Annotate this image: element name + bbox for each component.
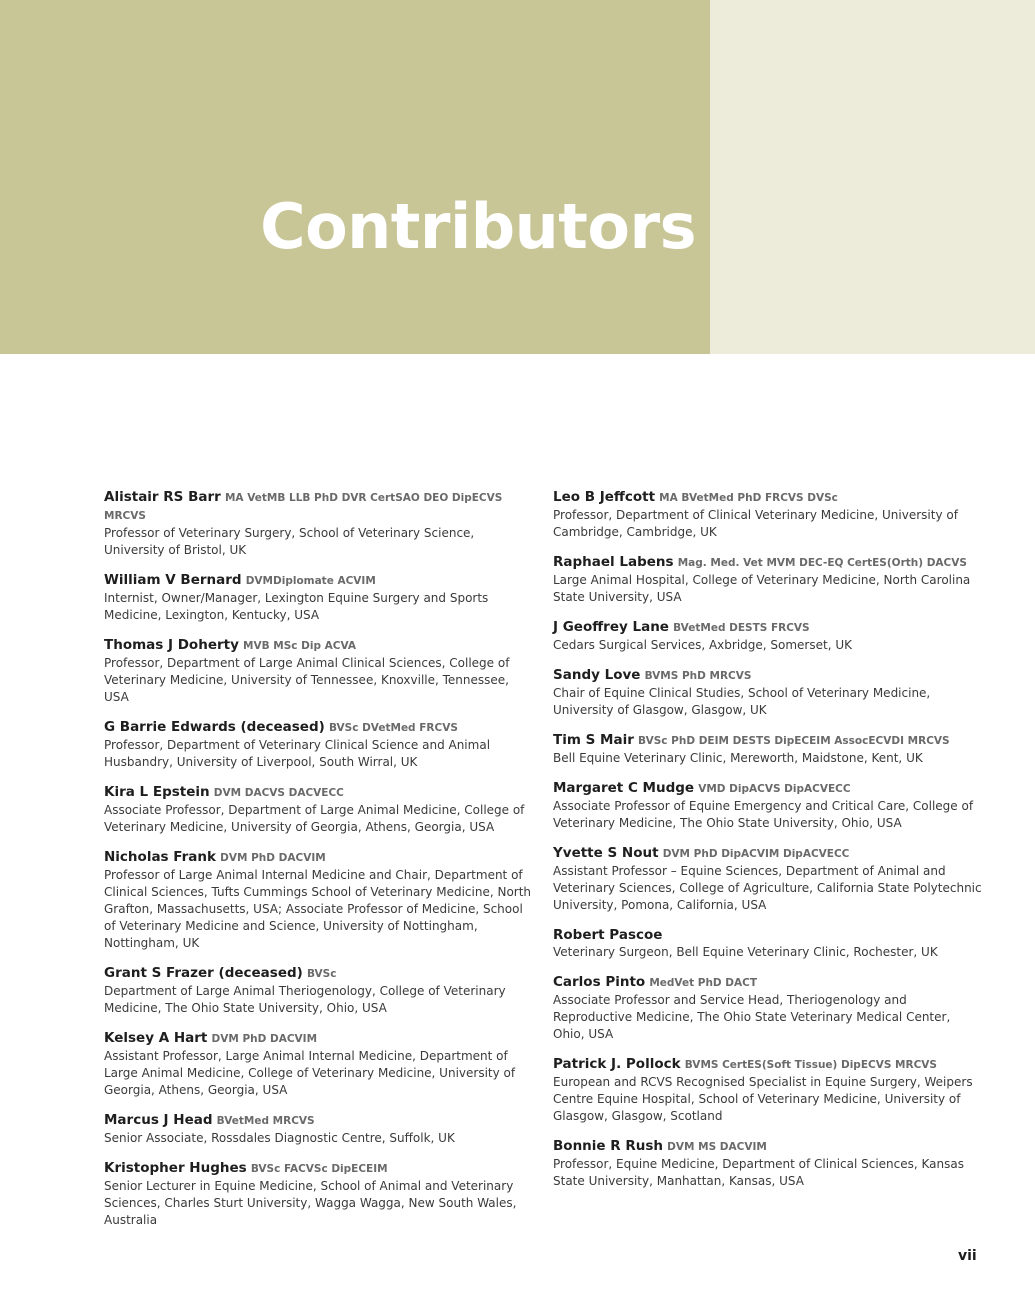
contributor-name-line [553, 667, 983, 685]
contributor-affiliation: Chair of Equine Clinical Studies, School of Veterinary Medicine, University of Glasgow, Glasgow, UK [553, 686, 931, 717]
contributor-entry [553, 780, 983, 832]
header-band [0, 0, 710, 354]
contributor-entry [553, 554, 983, 606]
contributor-qualifications: BVetMed DESTS FRCVS [673, 622, 810, 634]
contributor-name-line [104, 637, 532, 655]
contributor-name-line [104, 1160, 532, 1178]
contributor-name: Leo B Jeffcott [553, 489, 656, 505]
contributor-entry [553, 667, 983, 719]
contributor-name: Yvette S Nout [553, 845, 659, 861]
contributor-qualifications: DVMDiplomate ACVIM [245, 575, 376, 587]
contributor-name-line [553, 1056, 983, 1074]
contributor-name: Kelsey A Hart [104, 1030, 208, 1046]
contributor-qualifications: DVM MS DACVIM [667, 1141, 767, 1153]
contributor-name-line [104, 1030, 532, 1048]
contributor-name-line [104, 489, 532, 525]
contributor-name: Bonnie R Rush [553, 1138, 664, 1154]
contributor-qualifications: VMD DipACVS DipACVECC [698, 783, 851, 795]
contributor-name: Raphael Labens [553, 554, 674, 570]
contributor-affiliation: Bell Equine Veterinary Clinic, Mereworth, Maidstone, Kent, UK [553, 751, 923, 765]
contributor-affiliation: Professor of Veterinary Surgery, School of Veterinary Science, University of Bristol, UK [104, 526, 475, 557]
contributor-name: Tim S Mair [553, 732, 634, 748]
contributor-qualifications: BVMS CertES(Soft Tissue) DipECVS MRCVS [684, 1059, 937, 1071]
contributor-affiliation: European and RCVS Recognised Specialist in Equine Surgery, Weipers Centre Equine Hospital, School of Veterinary Medicine, University of Glasgow, Glasgow, Scotland [553, 1075, 973, 1123]
contributor-name: G Barrie Edwards (deceased) [104, 719, 325, 735]
page-number: vii [958, 1248, 977, 1264]
contributor-name: Alistair RS Barr [104, 489, 221, 505]
contributors-right-column [553, 489, 983, 1203]
contributor-affiliation: Veterinary Surgeon, Bell Equine Veterinary Clinic, Rochester, UK [553, 945, 938, 959]
contributor-entry [104, 572, 532, 624]
contributor-name-line [553, 619, 983, 637]
contributor-qualifications: BVSc PhD DEIM DESTS DipECEIM AssocECVDI MRCVS [638, 735, 950, 747]
contributor-qualifications: DVM DACVS DACVECC [213, 787, 344, 799]
contributor-affiliation: Internist, Owner/Manager, Lexington Equine Surgery and Sports Medicine, Lexington, Kentucky, USA [104, 591, 489, 622]
contributor-name: Marcus J Head [104, 1112, 213, 1128]
contributor-affiliation: Senior Associate, Rossdales Diagnostic Centre, Suffolk, UK [104, 1131, 455, 1145]
contributor-affiliation: Cedars Surgical Services, Axbridge, Somerset, UK [553, 638, 852, 652]
contributor-affiliation: Associate Professor of Equine Emergency and Critical Care, College of Veterinary Medicine, The Ohio State University, Ohio, USA [553, 799, 974, 830]
contributor-affiliation: Assistant Professor, Large Animal Internal Medicine, Department of Large Animal Medicine, College of Veterinary Medicine, University of Georgia, Athens, Georgia, USA [104, 1049, 516, 1097]
contributor-name-line [553, 1138, 983, 1156]
contributor-qualifications: MVB MSc Dip ACVA [243, 640, 357, 652]
contributor-entry [104, 637, 532, 706]
contributor-name-line [104, 1112, 532, 1130]
header-band-light [710, 0, 1035, 354]
contributor-entry [104, 1030, 532, 1099]
contributor-name: J Geoffrey Lane [553, 619, 669, 635]
contributor-affiliation: Professor, Department of Veterinary Clinical Science and Animal Husbandry, University of Liverpool, South Wirral, UK [104, 738, 491, 769]
contributor-affiliation: Associate Professor and Service Head, Theriogenology and Reproductive Medicine, The Ohio State Veterinary Medical Center, Ohio, USA [553, 993, 951, 1041]
contributor-name: Patrick J. Pollock [553, 1056, 681, 1072]
contributor-affiliation: Department of Large Animal Theriogenology, College of Veterinary Medicine, The Ohio State University, Ohio, USA [104, 984, 506, 1015]
contributor-entry [104, 1112, 532, 1147]
contributor-entry [104, 784, 532, 836]
contributor-name-line [553, 489, 983, 507]
contributor-name-line [104, 965, 532, 983]
contributor-name: Grant S Frazer (deceased) [104, 965, 303, 981]
contributor-affiliation: Assistant Professor – Equine Sciences, Department of Animal and Veterinary Sciences, College of Agriculture, California State Polytechnic University, Pomona, California, USA [553, 864, 982, 912]
contributor-entry [553, 1138, 983, 1190]
contributor-entry [553, 974, 983, 1043]
contributor-entry [553, 619, 983, 654]
contributor-affiliation: Professor, Department of Large Animal Clinical Sciences, College of Veterinary Medicine, University of Tennessee, Knoxville, Tennessee, USA [104, 656, 510, 704]
contributor-name-line [553, 780, 983, 798]
contributor-entry [553, 732, 983, 767]
contributor-name-line [104, 719, 532, 737]
contributor-affiliation: Associate Professor, Department of Large Animal Medicine, College of Veterinary Medicine, University of Georgia, Athens, Georgia, USA [104, 803, 525, 834]
contributor-qualifications: MedVet PhD DACT [649, 977, 758, 989]
page-title: Contributors [260, 190, 696, 263]
contributor-name: Robert Pascoe [553, 927, 663, 943]
contributor-qualifications: MA BVetMed PhD FRCVS DVSc [659, 492, 838, 504]
contributor-name-line [104, 849, 532, 867]
contributor-name-line [553, 974, 983, 992]
contributors-left-column [104, 489, 532, 1242]
contributor-name: William V Bernard [104, 572, 242, 588]
contributor-qualifications: BVetMed MRCVS [216, 1115, 315, 1127]
contributor-qualifications: BVMS PhD MRCVS [644, 670, 752, 682]
contributor-entry [104, 489, 532, 559]
contributor-qualifications: DVM PhD DACVIM [211, 1033, 318, 1045]
contributor-name: Nicholas Frank [104, 849, 217, 865]
contributor-name: Carlos Pinto [553, 974, 646, 990]
contributor-affiliation: Professor, Department of Clinical Veterinary Medicine, University of Cambridge, Cambridge, UK [553, 508, 958, 539]
contributor-name-line [104, 572, 532, 590]
contributor-entry [104, 965, 532, 1017]
contributor-affiliation: Professor, Equine Medicine, Department of Clinical Sciences, Kansas State University, Manhattan, Kansas, USA [553, 1157, 964, 1188]
contributor-qualifications: BVSc [306, 968, 337, 980]
contributor-name-line [104, 784, 532, 802]
contributor-name: Thomas J Doherty [104, 637, 239, 653]
contributor-name-line [553, 927, 983, 944]
contributor-qualifications: MA VetMB LLB PhD DVR CertSAO DEO DipECVS MRCVS [104, 492, 503, 522]
contributor-qualifications: DVM PhD DACVIM [220, 852, 326, 864]
contributor-qualifications: DVM PhD DipACVIM DipACVECC [662, 848, 850, 860]
contributor-name: Kristopher Hughes [104, 1160, 247, 1176]
contributor-entry [104, 849, 532, 952]
contributor-entry [104, 1160, 532, 1229]
contributor-qualifications: BVSc DVetMed FRCVS [328, 722, 458, 734]
contributor-qualifications: BVSc FACVSc DipECEIM [250, 1163, 388, 1175]
contributor-qualifications: Mag. Med. Vet MVM DEC-EQ CertES(Orth) DACVS [677, 557, 967, 569]
contributor-name-line [553, 732, 983, 750]
contributor-name-line [553, 845, 983, 863]
contributor-entry [104, 719, 532, 771]
contributor-name-line [553, 554, 983, 572]
contributor-entry [553, 489, 983, 541]
contributor-affiliation: Professor of Large Animal Internal Medicine and Chair, Department of Clinical Sciences, Tufts Cummings School of Veterinary Medicine, North Grafton, Massachusetts, USA; Associate Professor of Medicine, School of Veterinary Medicine and Science, University of Nottingham, Nottingham, UK [104, 868, 532, 950]
contributor-affiliation: Large Animal Hospital, College of Veterinary Medicine, North Carolina State University, USA [553, 573, 971, 604]
contributor-entry [553, 845, 983, 914]
contributor-name: Sandy Love [553, 667, 641, 683]
contributor-entry [553, 1056, 983, 1125]
contributor-name: Margaret C Mudge [553, 780, 695, 796]
contributor-affiliation: Senior Lecturer in Equine Medicine, School of Animal and Veterinary Sciences, Charles Sturt University, Wagga Wagga, New South Wales, Australia [104, 1179, 517, 1227]
contributor-entry [553, 927, 983, 961]
contributor-name: Kira L Epstein [104, 784, 210, 800]
